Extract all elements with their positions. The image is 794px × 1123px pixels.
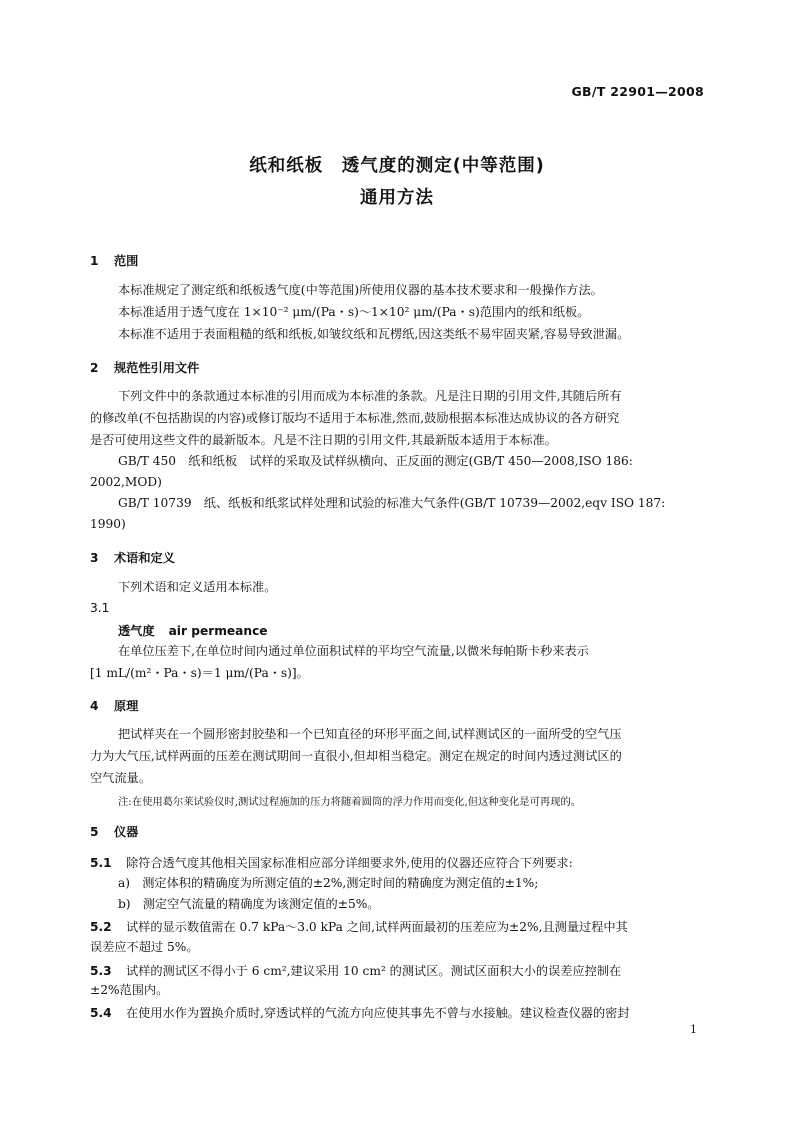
paragraph-line: 空气流量。 xyxy=(90,771,151,785)
term-chinese: 透气度 xyxy=(118,624,155,638)
definition-line: 在单位压差下,在单位时间内通过单位面积试样的平均空气流量,以微米每帕斯卡秒来表示 xyxy=(118,644,589,658)
section-number: 5 xyxy=(90,825,99,839)
paragraph-line: 是否可使用这些文件的最新版本。凡是不注日期的引用文件,其最新版本适用于本标准。 xyxy=(90,433,557,447)
paragraph-line: 力为大气压,试样两面的压差在测试期间一直很小,但却相当稳定。测定在规定的时间内透过测试区的 xyxy=(90,749,622,763)
paragraph-line: 的修改单(不包括勘误的内容)或修订版均不适用于本标准,然而,鼓励根据本标准达成协议的各方研究 xyxy=(90,411,620,425)
clause-5-1 xyxy=(90,854,573,871)
paragraph: 下列术语和定义适用本标准。 xyxy=(118,580,277,594)
section-4-heading xyxy=(90,697,138,714)
paragraph: 本标准不适用于表面粗糙的纸和纸板,如皱纹纸和瓦楞纸,因这类纸不易牢固夹紧,容易导致泄漏。 xyxy=(118,327,630,341)
section-3-heading xyxy=(90,549,175,566)
clause-5-4 xyxy=(90,1004,630,1021)
section-title: 规范性引用文件 xyxy=(114,361,200,375)
section-title: 术语和定义 xyxy=(114,551,175,565)
section-title: 范围 xyxy=(114,254,139,268)
section-number: 3 xyxy=(90,551,99,565)
clause-number: 5.3 xyxy=(90,964,112,978)
clause-5-3 xyxy=(90,962,621,979)
list-item-a: a) 测定体积的精确度为所测定值的±2%,测定时间的精确度为测定值的±1%; xyxy=(118,876,539,890)
reference-gbt10739: GB/T 10739 纸、纸板和纸浆试样处理和试验的标准大气条件(GB/T 10739—2002,eqv ISO 187: xyxy=(118,496,666,510)
term-heading xyxy=(118,622,268,639)
document-subtitle: 通用方法 xyxy=(360,188,434,208)
reference-gbt10739-cont: 1990) xyxy=(90,517,126,531)
clause-number: 5.4 xyxy=(90,1006,112,1020)
section-number: 4 xyxy=(90,699,99,713)
clause-text: 试样的显示数值需在 0.7 kPa～3.0 kPa 之间,试样两面最初的压差应为±2%,且测量过程中其 xyxy=(126,920,628,934)
definition-line: [1 mL/(m²・Pa・s)＝1 μm/(Pa・s)]。 xyxy=(90,666,309,680)
section-number: 2 xyxy=(90,361,99,375)
clause-number: 5.1 xyxy=(90,856,112,870)
reference-gbt450: GB/T 450 纸和纸板 试样的采取及试样纵横向、正反面的测定(GB/T 450—2008,ISO 186: xyxy=(118,454,633,468)
clause-3-1-number: 3.1 xyxy=(90,601,110,615)
section-1-heading xyxy=(90,252,138,269)
paragraph-line: 把试样夹在一个圆形密封胶垫和一个已知直径的环形平面之间,试样测试区的一面所受的空气压 xyxy=(118,727,622,741)
term-english: air permeance xyxy=(168,624,268,638)
section-5-heading xyxy=(90,823,138,840)
document-title: 纸和纸板 透气度的测定(中等范围) xyxy=(249,156,545,176)
standard-number: GB/T 22901—2008 xyxy=(571,84,704,99)
paragraph: 本标准适用于透气度在 1×10⁻² μm/(Pa・s)～1×10² μm/(Pa・s)范围内的纸和纸板。 xyxy=(118,305,590,319)
section-title: 原理 xyxy=(114,699,139,713)
page-number: 1 xyxy=(690,1023,697,1036)
section-2-heading xyxy=(90,359,199,376)
clause-text: 在使用水作为置换介质时,穿透试样的气流方向应使其事先不曾与水接触。建议检查仪器的密封 xyxy=(126,1006,630,1020)
clause-text: 除符合透气度其他相关国家标准相应部分详细要求外,使用的仪器还应符合下列要求: xyxy=(126,856,573,870)
section-title: 仪器 xyxy=(114,825,139,839)
paragraph-line: 下列文件中的条款通过本标准的引用而成为本标准的条款。凡是注日期的引用文件,其随后所有 xyxy=(118,389,622,403)
clause-5-2 xyxy=(90,918,628,935)
paragraph: 本标准规定了测定纸和纸板透气度(中等范围)所使用仪器的基本技术要求和一般操作方法。 xyxy=(118,283,603,297)
clause-5-2-cont: 误差应不超过 5%。 xyxy=(90,940,199,954)
section-number: 1 xyxy=(90,254,99,268)
reference-gbt450-cont: 2002,MOD) xyxy=(90,475,162,489)
note: 注:在使用葛尔莱试验仪时,测试过程施加的压力将随着圆筒的浮力作用而变化,但这种变化是可再现的。 xyxy=(118,796,582,808)
clause-text: 试样的测试区不得小于 6 cm²,建议采用 10 cm² 的测试区。测试区面积大小的误差应控制在 xyxy=(126,964,622,978)
clause-number: 5.2 xyxy=(90,920,112,934)
list-item-b: b) 测定空气流量的精确度为该测定值的±5%。 xyxy=(118,897,380,911)
clause-5-3-cont: ±2%范围内。 xyxy=(90,983,169,997)
